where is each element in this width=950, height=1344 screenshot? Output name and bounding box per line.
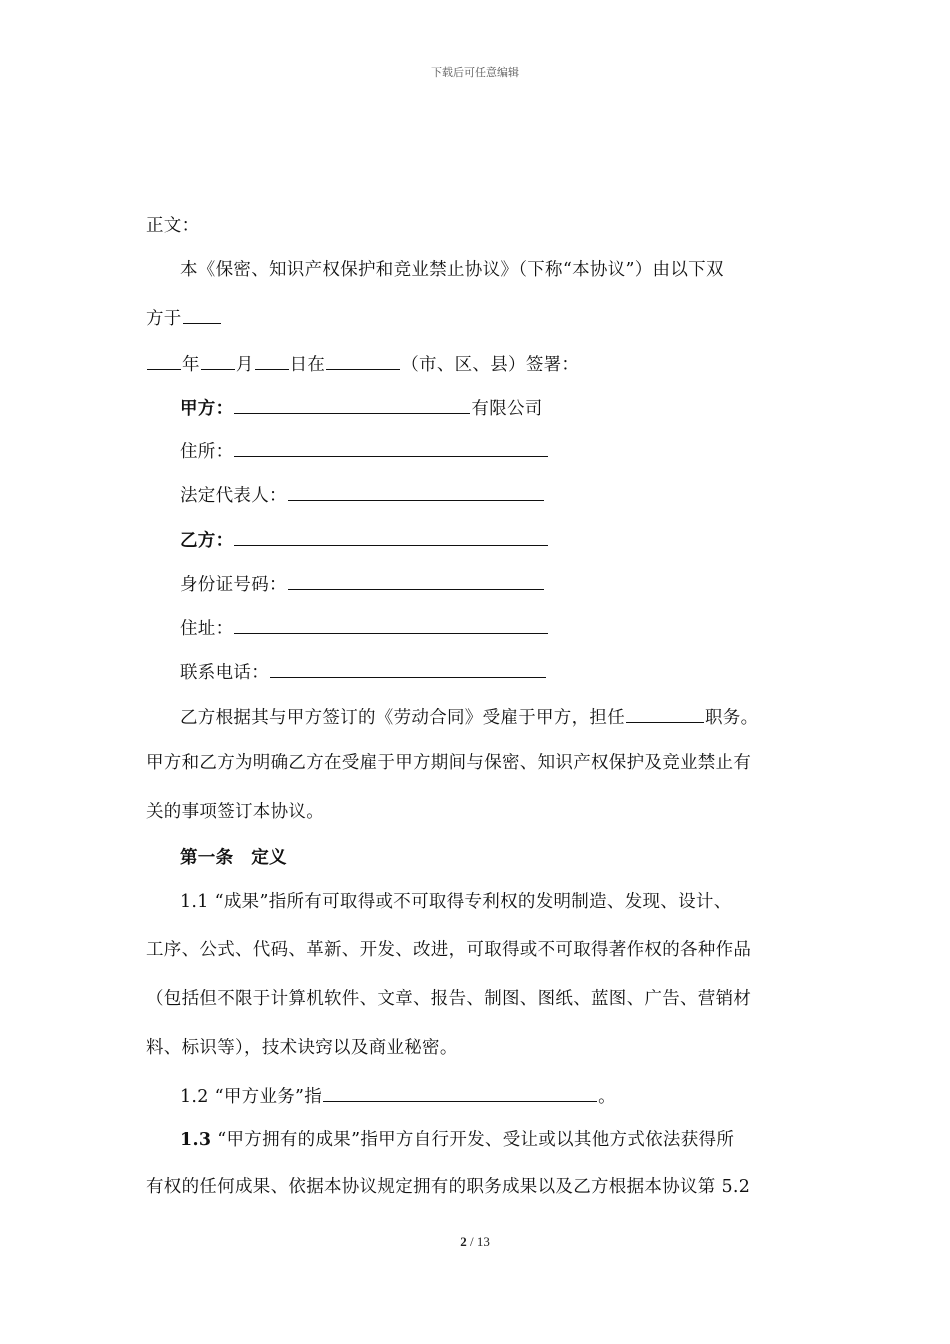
page-separator: / [466,1234,477,1249]
clause-1-1-line1 [180,890,732,914]
clause-1-1-text: “成果”指所有可取得或不可取得专利权的发明制造、发现、设计、 [214,892,732,912]
day-in-label: 日在 [289,355,326,375]
party-b-phone-blank [270,659,546,678]
party-b-phone-line [180,659,547,685]
para2-line1 [180,704,758,730]
party-b-id-line [180,571,545,597]
place-suffix: （市、区、县）签署： [401,355,580,375]
clause-1-1-num: 1.1 [180,892,209,912]
clause-1-3-line1 [180,1128,734,1152]
para1-line2-text: 方于 [146,309,182,329]
current-page: 2 [460,1234,467,1249]
clause-1-3-line2: 有权的任何成果、依据本协议规定拥有的职务成果以及乙方根据本协议第 5.2 [146,1177,751,1197]
clause-1-2-num: 1.2 [180,1087,209,1107]
year-label: 年 [182,355,200,375]
clause-1-3-num: 1.3 [180,1130,212,1150]
para1-line1: 本《保密、知识产权保护和竞业禁止协议》（下称“本协议”）由以下双 [180,260,724,280]
party-a-rep-label: 法定代表人： [180,486,287,506]
para2-line2: 甲方和乙方为明确乙方在受雇于甲方期间与保密、知识产权保护及竞业禁止有 [146,753,752,773]
party-b-id-label: 身份证号码： [180,575,287,595]
para2-line3: 关的事项签订本协议。 [146,802,324,822]
business-blank [323,1083,597,1102]
intro-heading: 正文： [146,216,200,236]
party-b-address-label: 住址： [180,619,234,639]
party-b-address-line [180,615,549,641]
page-number [0,1234,950,1250]
party-a-address-label: 住所： [180,442,234,462]
party-b-phone-label: 联系电话： [180,663,269,683]
month-blank [201,351,235,370]
party-b-line [180,527,549,553]
party-a-address-blank [234,438,548,457]
clause-1-3-text: “甲方拥有的成果”指甲方自行开发、受让或以其他方式依法获得所 [217,1130,735,1150]
party-b-id-blank [288,571,544,590]
para1-line2 [146,305,222,331]
clause-1-2-end: 。 [598,1087,616,1107]
party-a-name-blank [234,395,470,414]
clause-1-2-line [180,1083,616,1109]
position-blank [626,704,704,723]
party-b-label: 乙方： [180,531,234,551]
page-header-note: 下载后可任意编辑 [431,66,519,79]
party-a-address-line [180,438,549,464]
clause-1-1-line2: 工序、公式、代码、革新、开发、改进，可取得或不可取得著作权的各种作品 [146,940,752,960]
party-b-name-blank [234,527,548,546]
clause-1-1-line3: （包括但不限于计算机软件、文章、报告、制图、图纸、蓝图、广告、营销材 [146,989,752,1009]
date-blank-day-start [183,305,221,324]
clause-1-1-line4: 料、标识等），技术诀窍以及商业秘密。 [146,1038,458,1058]
party-a-rep-blank [288,482,544,501]
party-a-rep-line [180,482,545,508]
party-a-suffix: 有限公司 [471,399,543,419]
date-line [146,351,579,377]
party-b-address-blank [234,615,548,634]
article1-title: 第一条 定义 [180,848,287,868]
para2-line1-post: 职务。 [705,708,759,728]
year-blank [147,351,181,370]
day-blank [255,351,289,370]
total-pages: 13 [476,1234,490,1249]
para2-line1-pre: 乙方根据其与甲方签订的《劳动合同》受雇于甲方，担任 [180,708,625,728]
clause-1-2-text: “甲方业务”指 [214,1087,323,1107]
place-blank [326,351,400,370]
party-a-label: 甲方： [180,399,234,419]
party-a-line [180,395,543,421]
month-label: 月 [235,355,254,375]
